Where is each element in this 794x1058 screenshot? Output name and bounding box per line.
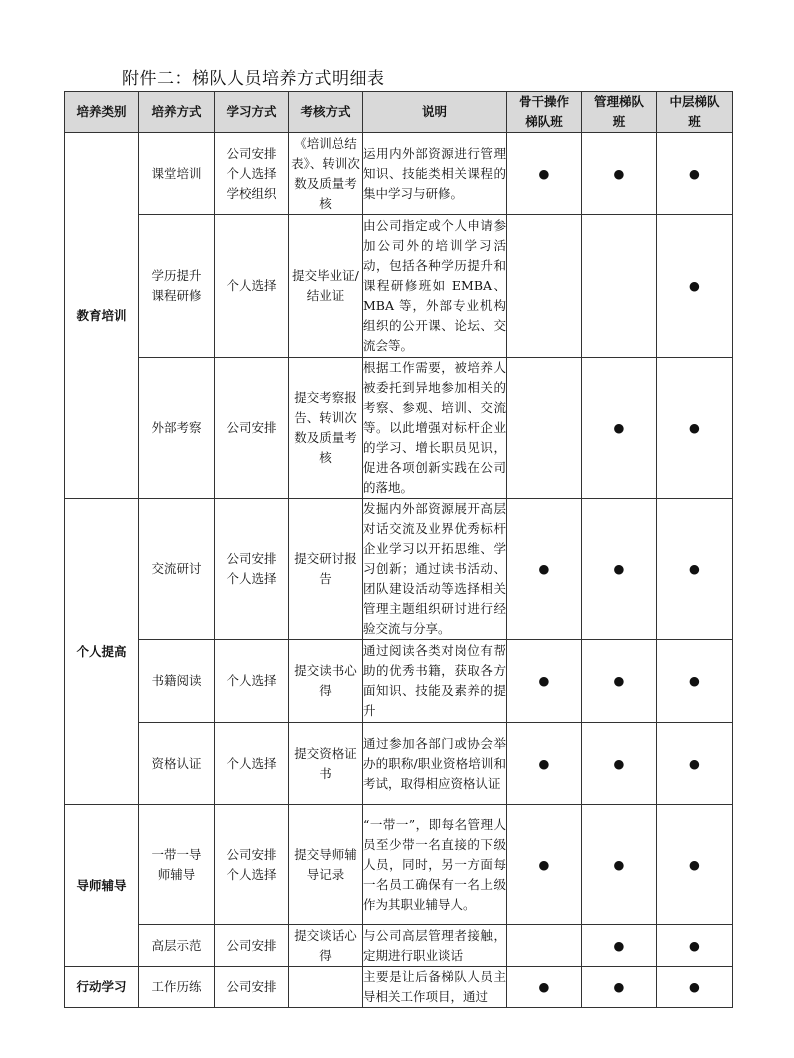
header-method: 培养方式 [139,92,215,133]
header-study: 学习方式 [215,92,289,133]
study-cell: 个人选择 [215,215,289,358]
mark-col3: ● [657,215,733,358]
mark-col3: ● [657,805,733,925]
desc-cell: 由公司指定或个人申请参加公司外的培训学习活动，包括各种学历提升和课程研修班如 EMBA、MBA 等，外部专业机构组织的公开课、论坛、交流会等。 [363,215,507,358]
exam-cell [289,967,363,1008]
exam-cell: 提交谈话心得 [289,925,363,967]
training-table [64,91,733,1008]
mark-col1: ● [507,967,582,1008]
method-cell [139,215,215,358]
page-title: 附件二：梯队人员培养方式明细表 [122,69,385,89]
study-cell [215,499,289,640]
study-cell [215,805,289,925]
mark-col2: ● [582,358,657,499]
mark-col2: ● [582,967,657,1008]
study-cell: 个人选择 [215,723,289,805]
mark-col3: ● [657,967,733,1008]
mark-col2: ● [582,925,657,967]
mark-col2 [582,215,657,358]
method-cell: 书籍阅读 [139,640,215,723]
header-col3 [657,92,733,133]
mark-col1: ● [507,640,582,723]
category-education: 教育培训 [65,133,139,499]
mark-col3: ● [657,358,733,499]
header-col3-text: 中层梯队班 [669,94,720,129]
mark-col1: ● [507,805,582,925]
exam-cell: 提交读书心得 [289,640,363,723]
study-text: 公司安排个人选择 [226,846,277,882]
table-row [65,358,733,499]
study-text: 公司安排个人选择 [226,551,277,586]
mark-col3: ● [657,640,733,723]
desc-cell: 主要是让后备梯队人员主导相关工作项目，通过 [363,967,507,1008]
table-row [65,499,733,640]
header-col1-text: 骨干操作梯队班 [518,94,569,129]
method-cell: 课堂培训 [139,133,215,215]
exam-cell: 《培训总结表》、转训次数及质量考核 [289,133,363,215]
mark-col3: ● [657,499,733,640]
category-action: 行动学习 [65,967,139,1008]
method-cell [139,805,215,925]
table-row [65,133,733,215]
category-personal: 个人提高 [65,499,139,805]
method-cell: 外部考察 [139,358,215,499]
mark-col2: ● [582,805,657,925]
exam-cell: 提交研讨报告 [289,499,363,640]
table-row [65,640,733,723]
header-desc: 说明 [363,92,507,133]
table-row [65,925,733,967]
mark-col3: ● [657,925,733,967]
method-cell: 交流研讨 [139,499,215,640]
table-row [65,805,733,925]
exam-cell: 提交导师辅导记录 [289,805,363,925]
header-category: 培养类别 [65,92,139,133]
mark-col2: ● [582,640,657,723]
study-cell [215,133,289,215]
method-cell: 资格认证 [139,723,215,805]
mark-col1: ● [507,723,582,805]
header-exam: 考核方式 [289,92,363,133]
study-cell: 个人选择 [215,640,289,723]
exam-cell: 提交资格证书 [289,723,363,805]
header-col2 [582,92,657,133]
method-text: 一带一导师辅导 [151,846,202,882]
mark-col1 [507,358,582,499]
desc-cell: 运用内外部资源进行管理知识、技能类相关课程的集中学习与研修。 [363,133,507,215]
mark-col1 [507,925,582,967]
mark-col1 [507,215,582,358]
desc-cell: “一带一”，即每名管理人员至少带一名直接的下级人员，同时，另一方面每一名员工确保有一名上级作为其职业辅导人。 [363,805,507,925]
category-mentor: 导师辅导 [65,805,139,967]
desc-cell: 与公司高层管理者接触，定期进行职业谈话 [363,925,507,967]
exam-cell: 提交毕业证/结业证 [289,215,363,358]
method-cell: 工作历练 [139,967,215,1008]
study-text: 公司安排个人选择学校组织 [226,145,277,201]
exam-cell: 提交考察报告、转训次数及质量考核 [289,358,363,499]
method-text: 学历提升课程研修 [151,268,202,303]
mark-col1: ● [507,499,582,640]
method-cell: 高层示范 [139,925,215,967]
desc-cell: 发掘内外部资源展开高层对话交流及业界优秀标杆企业学习以开拓思维、学习创新；通过读书活动、团队建设活动等选择相关管理主题组织研讨进行经验交流与分享。 [363,499,507,640]
desc-cell: 通过参加各部门或协会举办的职称/职业资格培训和考试，取得相应资格认证 [363,723,507,805]
study-cell: 公司安排 [215,967,289,1008]
header-col2-text: 管理梯队班 [593,94,644,129]
mark-col3: ● [657,723,733,805]
header-col1 [507,92,582,133]
mark-col2: ● [582,133,657,215]
desc-cell: 通过阅读各类对岗位有帮助的优秀书籍，获取各方面知识、技能及素养的提升 [363,640,507,723]
mark-col3: ● [657,133,733,215]
study-cell: 公司安排 [215,358,289,499]
table-row [65,215,733,358]
table-row [65,967,733,1008]
header-row [65,92,733,133]
table-row [65,723,733,805]
mark-col2: ● [582,723,657,805]
study-cell: 公司安排 [215,925,289,967]
mark-col2: ● [582,499,657,640]
desc-cell: 根据工作需要，被培养人被委托到异地参加相关的考察、参观、培训、交流等。以此增强对标杆企业的学习、增长职员见识，促进各项创新实践在公司的落地。 [363,358,507,499]
mark-col1: ● [507,133,582,215]
